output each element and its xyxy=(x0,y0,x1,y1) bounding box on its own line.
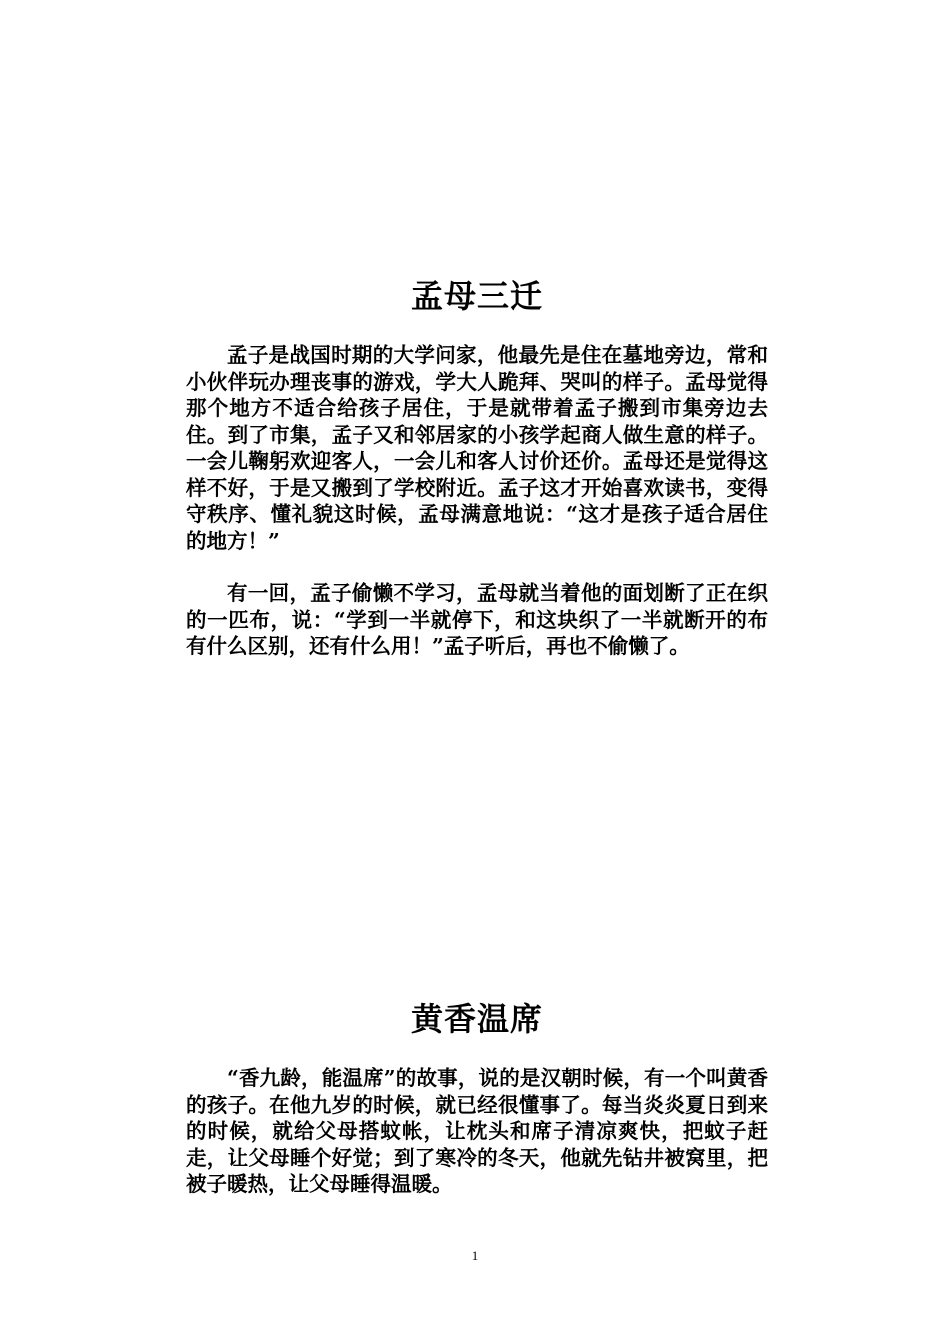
story-title: 孟母三迁 xyxy=(410,277,543,315)
story-mengmu-sanqian xyxy=(186,272,768,660)
story-huangxiang-wenxi xyxy=(186,995,768,1198)
story-paragraph: 孟子是战国时期的大学问家，他最先是住在墓地旁边，常和小伙伴玩办理丧事的游戏，学大人跪拜、哭叫的样子。孟母觉得那个地方不适合给孩子居住，于是就带着孟子搬到市集旁边去住。到了市集，孟子又和邻居家的小孩学起商人做生意的样子。一会儿鞠躬欢迎客人，一会儿和客人讨价还价。孟母还是觉得这样不好，于是又搬到了学校附近。孟子这才开始喜欢读书，变得守秩序、懂礼貌这时候，孟母满意地说：“这才是孩子适合居住的地方！” xyxy=(186,343,768,553)
story-title: 黄香温席 xyxy=(410,1000,543,1038)
page-number: 1 xyxy=(471,1248,479,1263)
story-paragraph: 有一回，孟子偷懒不学习，孟母就当着他的面划断了正在织的一匹布，说：“学到一半就停下，和这块织了一半就断开的布有什么区别，还有什么用！”孟子听后，再也不偷懒了。 xyxy=(186,581,768,658)
story-paragraph: “香九龄，能温席”的故事，说的是汉朝时候，有一个叫黄香的孩子。在他九岁的时候，就已经很懂事了。每当炎炎夏日到来的时候，就给父母搭蚊帐，让枕头和席子清凉爽快，把蚊子赶走，让父母睡个好觉；到了寒冷的冬天，他就先钻井被窝里，把被子暖热，让父母睡得温暖。 xyxy=(186,1066,768,1196)
